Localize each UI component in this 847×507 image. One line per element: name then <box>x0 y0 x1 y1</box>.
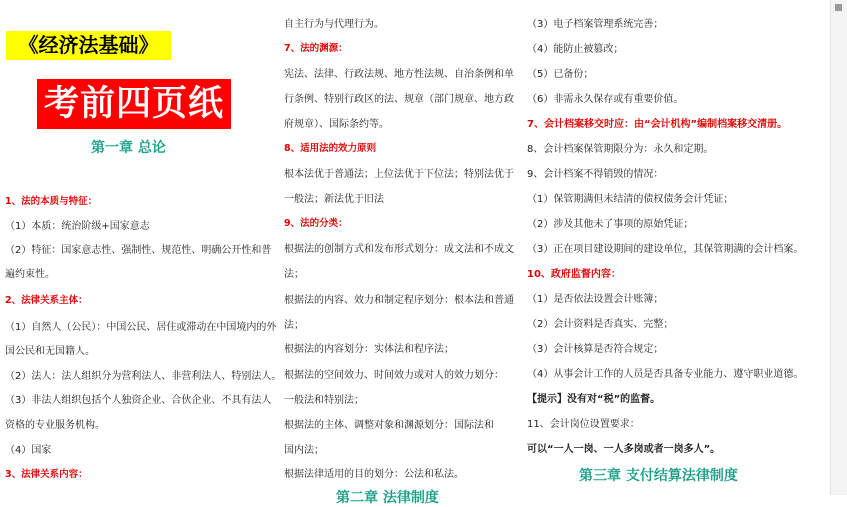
text-line: （2）涉及其他未了事项的原始凭证； <box>527 219 694 230</box>
section-heading: 1、法的本质与特征： <box>5 196 98 207</box>
text-line: 自主行为与代理行为。 <box>284 19 384 30</box>
text-line: 遍约束性。 <box>5 269 55 280</box>
text-line: 9、会计档案不得销毁的情况： <box>527 169 664 180</box>
text-line: 国公民和无国籍人。 <box>5 346 95 357</box>
text-line: 宪法、法律、行政法规、地方性法规、自治条例和单 <box>284 69 514 80</box>
text-line: （5）已备份； <box>527 69 594 80</box>
text-line: （2）会计资料是否真实、完整； <box>527 319 674 330</box>
text-line: 国内法； <box>284 445 324 456</box>
text-line: （1）保管期满但未结清的债权债务会计凭证； <box>527 194 734 205</box>
text-line: 资格的专业服务机构。 <box>5 420 105 431</box>
text-line: （4）能防止被篡改； <box>527 44 624 55</box>
text-line: （3）会计核算是否符合规定； <box>527 344 664 355</box>
text-line: （6）非需永久保存或有重要价值。 <box>527 94 684 105</box>
text-line: 根据法的空间效力、时间效力或对人的效力划分： <box>284 370 504 381</box>
text-line: 行条例、特别行政区的法、规章（部门规章、地方政 <box>284 94 514 105</box>
section-heading: 3、法律关系内容： <box>5 469 88 480</box>
section-heading: 10、政府监督内容： <box>527 269 621 280</box>
text-line: （2）特征：国家意志性、强制性、规范性、明确公开性和普 <box>5 245 272 256</box>
text-line: 法； <box>284 320 304 331</box>
chapter-2-heading: 第二章 法律制度 <box>336 490 439 506</box>
chapter-1-heading: 第一章 总论 <box>91 140 166 156</box>
section-heading: 8、适用法的效力原则 <box>284 143 377 154</box>
text-line: 8、会计档案保管期限分为：永久和定期。 <box>527 144 714 155</box>
text-line: 根据法律适用的目的划分：公法和私法。 <box>284 469 464 480</box>
text-line: （3）正在项目建设期间的建设单位，其保管期满的会计档案。 <box>527 244 804 255</box>
text-line: 一般法；新法优于旧法 <box>284 194 384 205</box>
text-line: （4）国家 <box>5 445 52 456</box>
text-line: （3）非法人组织包括个人独资企业、合伙企业、不具有法人 <box>5 395 272 406</box>
text-line: 根本法优于普通法；上位法优于下位法；特别法优于 <box>284 169 514 180</box>
section-heading: 7、会计档案移交时应：由“会计机构”编制档案移交清册。 <box>527 119 788 130</box>
text-line: 根据法的内容、效力和制定程序划分：根本法和普通 <box>284 295 514 306</box>
text-line: （1）是否依法设置会计账簿； <box>527 294 664 305</box>
text-line: 根据法的内容划分：实体法和程序法； <box>284 344 454 355</box>
tip-line: 【提示】没有对“税”的监督。 <box>527 394 661 405</box>
text-line: 11、会计岗位设置要求： <box>527 419 640 430</box>
text-line: （1）自然人（公民）：中国公民、居住或滞动在中国境内的外 <box>5 322 277 333</box>
section-heading: 7、法的渊源： <box>284 43 348 54</box>
column-1 <box>0 0 282 495</box>
text-line: 府规章）、国际条约等。 <box>284 119 389 130</box>
text-line: 法； <box>284 269 304 280</box>
scroll-arrow-icon[interactable] <box>835 4 842 11</box>
section-heading: 9、法的分类： <box>284 218 348 229</box>
banner-title: 考前四页纸 <box>37 79 231 129</box>
column-3 <box>527 0 827 495</box>
text-line: 根据法的主体、调整对象和渊源划分：国际法和 <box>284 420 494 431</box>
text-line: （1）本质：统治阶级+国家意志 <box>5 221 150 232</box>
column-2 <box>284 0 516 506</box>
text-line: 可以“一人一岗、一人多岗或者一岗多人”。 <box>527 444 721 455</box>
section-heading: 2、法律关系主体： <box>5 295 88 306</box>
book-title: 《经济法基础》 <box>6 31 171 60</box>
text-line: （3）电子档案管理系统完善； <box>527 19 664 30</box>
chapter-3-heading: 第三章 支付结算法律制度 <box>579 468 738 484</box>
text-line: （2）法人：法人组织分为营利法人、非营利法人、特别法人。 <box>5 371 282 382</box>
text-line: （4）从事会计工作的人员是否具备专业能力、遵守职业道德。 <box>527 369 804 380</box>
text-line: 一般法和特别法； <box>284 395 364 406</box>
text-line: 根据法的创制方式和发布形式划分：成文法和不成文 <box>284 244 514 255</box>
vertical-scrollbar[interactable] <box>830 0 847 495</box>
